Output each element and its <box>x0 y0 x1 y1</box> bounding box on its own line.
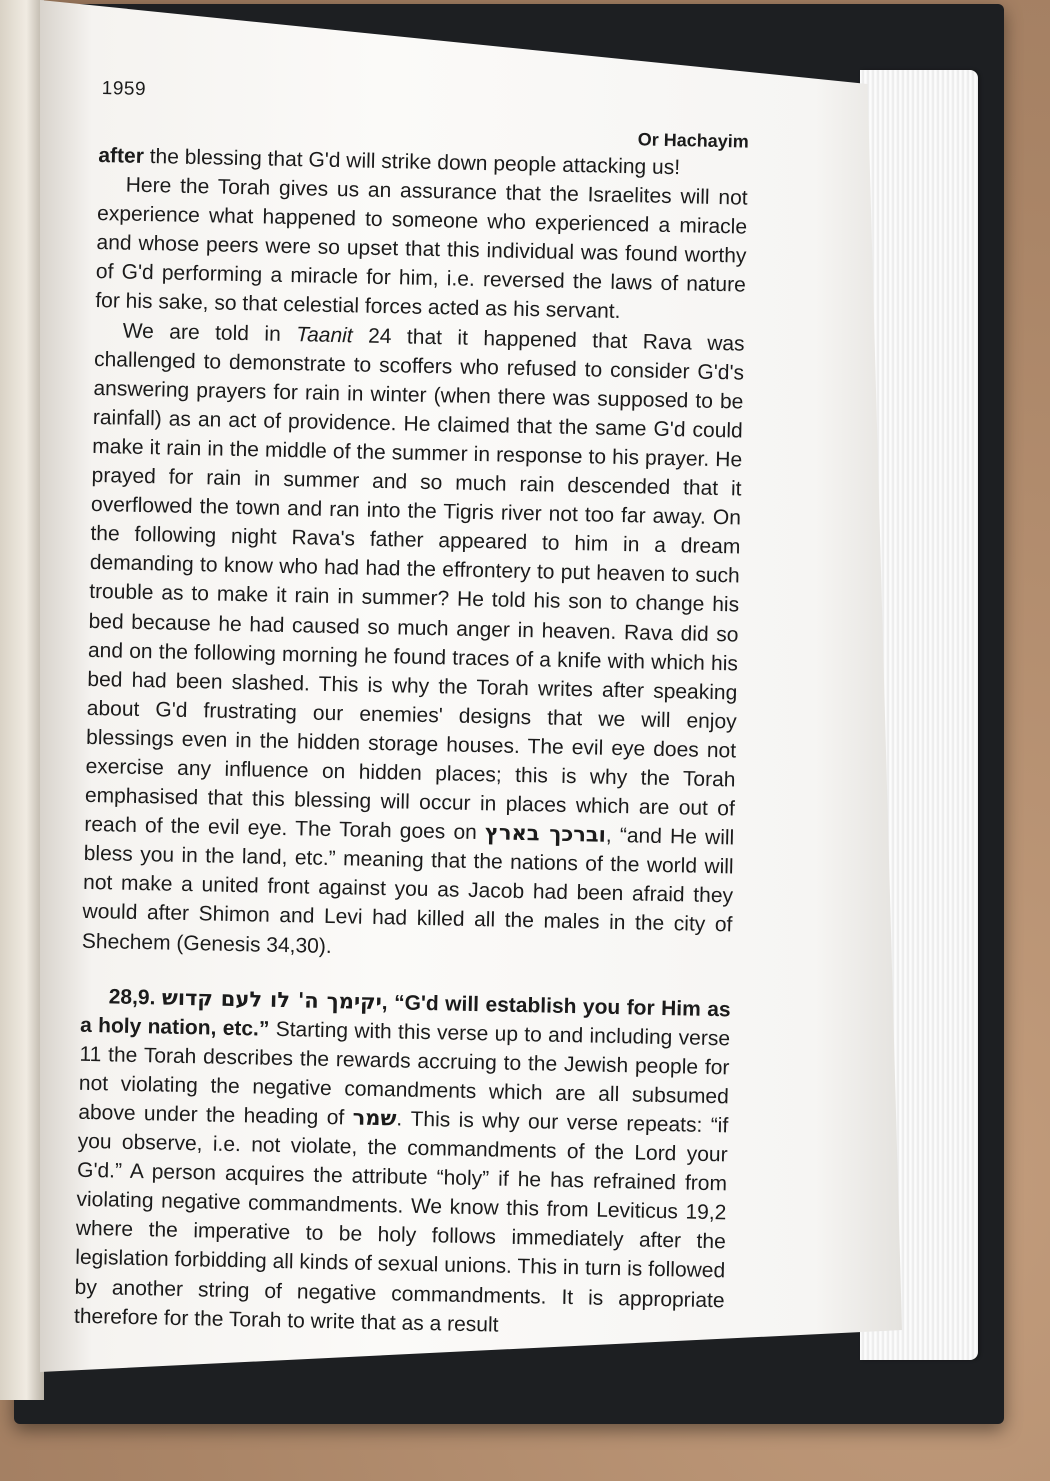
facing-page-edge <box>0 0 44 1400</box>
paragraph-3-hebrew: וברכך בארץ <box>484 820 607 847</box>
paragraph-4-post: . This is why our verse repeats: “if you observe, i.e. not violate, the commandments of the Lord your G'd.” A person acquires the attribute “holy” if he has refrained from violating negative commandments. We know this from Leviticus 19,2 where the imperative to be holy follows immediately after the legislation forbidding all kinds of sexual unions. This in turn is followed by another string of negative commandments. It is appropriate therefore for the Torah to write that as a result <box>73 1107 729 1337</box>
paragraph-3-tail: , “and He will bless you in the land, etc.” meaning that the nations of the world will not make a united front against you as Jacob had been afraid they would after Shimon and Levi had killed all the males in the city of Shechem (Genesis 34,30). <box>81 823 735 958</box>
paragraph-2-text: Here the Torah gives us an assurance that the Israelites will not experience what happened to someone who experienced a miracle and whose peers were so upset that this individual was found worthy of G'd performing a miracle for him, i.e. reversed the laws of nature for his sake, so that celestial forces acted as his servant. <box>95 173 748 324</box>
verse-reference: 28,9. <box>108 985 156 1009</box>
paragraph-4-bold-quote: , “G'd will establish you for Him as a holy nation, etc.” <box>79 990 731 1041</box>
paragraph-3-pre: We are told in <box>122 319 297 346</box>
paragraph-4-hebrew: יקימך ה' לו לעם קדוש <box>161 985 383 1014</box>
paragraph-3-post: 24 that it happened that Rava was challenged to demonstrate to scoffers who refused to consider G'd's answering prayers for rain in winter (when there was supposed to be rainfall) as an act of providence. He claimed that the same G'd could make it rain in the middle of the summer in response to his prayer. He prayed for rain in summer and so much rain descended that it overflowed the town and ran into the Tigris river not too far away. On the following night Rava's father appeared to him in a dream demanding to know who had had the effrontery to put heaven to such trouble as to make it rain in summer? He told his son to change his bed because he had caused so much anger in heaven. Rava did so and on the following morning he found traces of a knife with which his bed had been slashed. This is why the Torah writes after speaking about G'd frustrating our enemies' designs that we will enjoy blessings even in the hidden storage houses. The evil eye does not exercise any influence on hidden places; this is why the Torah emphasised that this blessing will occur in places which are out of reach of the evil eye. The Torah goes on <box>84 323 745 845</box>
page-number: 1959 <box>101 78 147 100</box>
paragraph-1-text: the blessing that G'd will strike down people attacking us! <box>143 144 681 180</box>
paragraph-3-italic: Taanit <box>295 322 353 347</box>
paragraph-2 <box>95 170 748 329</box>
paragraph-4 <box>74 981 731 1344</box>
paragraph-1-lead: after <box>98 143 145 168</box>
paragraph-3 <box>82 316 745 970</box>
running-head: Or Hachayim <box>637 129 750 152</box>
paragraph-4-pre: Starting with this verse up to and including verse 11 the Torah describes the rewards accruing to the Jewish people for not violating the negative comandments which are all subsumed above under the heading of <box>78 1017 731 1130</box>
page-text <box>74 78 750 1344</box>
paragraph-4-hebrew-2: שמר <box>352 1105 397 1131</box>
